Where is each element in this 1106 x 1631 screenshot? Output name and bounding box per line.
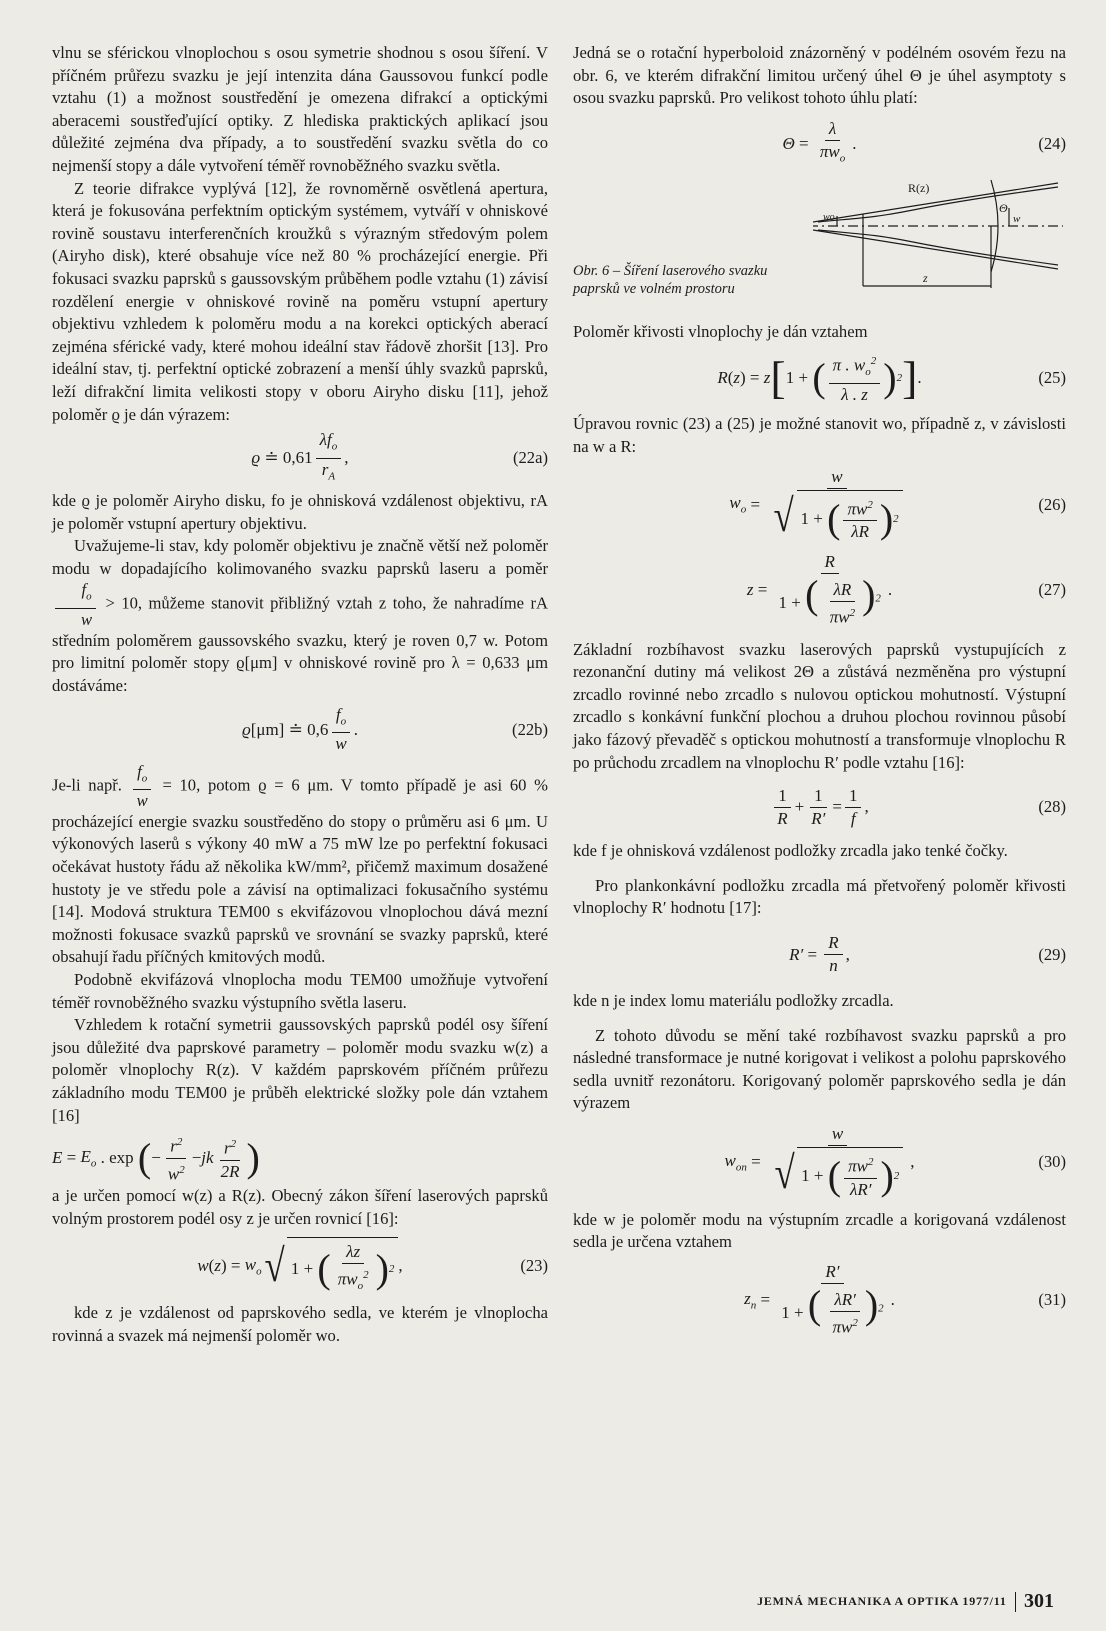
equation-number: (22b) <box>512 719 548 739</box>
paragraph: Jedná se o rotační hyperboloid znázorněný v podélném osovém řezu na obr. 6, ve kterém difrakční limitou určený úhel Θ je úhel asymptoty s osou svazku paprsků. Pro velikost tohoto úhlu platí: <box>573 43 1066 108</box>
beam-diagram <box>813 178 1066 303</box>
paragraph: Podobně ekvifázová vlnoplocha modu TEM00 umožňuje vytvoření téměř rovnoběžného svazku výstupního světla laseru. <box>52 970 548 1012</box>
equation-31: $z_n$ = R′ 1 + ( $\frac{\lambda R'}{\pi w^2}$ )$^2$ . (31) <box>744 1262 1066 1338</box>
paragraph: Úpravou rovnic (23) a (25) je možné stanovit wo, případně z, v závislosti na w a R: <box>573 414 1066 456</box>
equation-number: (22a) <box>512 448 548 468</box>
equation-30: $w_{on}$ = w √ 1 + ( $\frac{\pi w^2}{\lambda R'}$ ) 2 , (30) <box>724 1124 1066 1199</box>
equation-number: (29) <box>1038 944 1066 964</box>
paragraph-text: > 10, můžeme stanovit přibližný vztah z toho, že nahradíme rA středním poloměrem gaussovského svazku, který je roven 0,7 w. Potom pro limitní poloměr stopy ϱ[μm] v ohniskové rovině pro λ = 0,633 μm dostáváme: <box>52 593 548 695</box>
equation-25: R ( z ) = z [ 1 + ( $\frac{\pi . w_o^2}{\lambda . z}$ ) 2 ] . (25) <box>717 352 1066 405</box>
equation-number: (31) <box>1038 1290 1066 1310</box>
paragraph: Uvažujeme-li stav, kdy poloměr objektivu je značně větší než poloměr modu w dopadajícího kolimovaného svazku paprsků laseru a poměr $\frac{f_o}{w}$ > 10, můžeme stanovit přibližný vztah z toho, že nahradíme rA středním poloměrem gaussovského svazku, který je roven 0,7 w. Potom pro limitní poloměr stopy ϱ[μm] v ohniskové rovině pro λ = 0,633 μm dostáváme: <box>52 536 548 695</box>
equation-27: z = R 1 + ( $\frac{\lambda R}{\pi w^2}$ )$^2$ . (27) <box>746 551 1066 627</box>
equation-number: (25) <box>1038 368 1066 388</box>
page-footer <box>757 1590 1054 1613</box>
paragraph: kde z je vzdálenost od paprskového sedla, ve kterém je vlnoplocha rovinná a svazek má nejmenší poloměr wo. <box>52 1303 548 1345</box>
equation-number: (24) <box>1038 133 1066 153</box>
paragraph: Je-li např. $\frac{f_o}{w}$ = 10, potom ϱ = 6 μm. V tomto případě je asi 60 % procházející energie svazku soustředěno do stopy o průměru asi 6 μm. U výkonových laserů s výkony 40 mW a 75 mW lze po perfektní fokusaci očekávat hustoty řádu až několika kW/mm², přičemž maximum dosažené hustoty je ve středu pole a závisí na optimalizaci fokusačního systému [14]. Modová struktura TEM00 s ekvifázovou vlnoplochou dává mezní možnosti fokusace svazků paprsků ve srovnání se svazky paprsků, které obsahují řadu příčných kmitových modů. <box>52 761 548 967</box>
paragraph: kde ϱ je poloměr Airyho disku, fo je ohnisková vzdálenost objektivu, rA je poloměr vstupní apertury objektivu. <box>52 491 548 533</box>
label-z: z <box>923 270 928 285</box>
equation-23: w ( z ) = $w_o$ √ 1 + ( $\frac{\lambda z}{\pi w_o^2}$ ) 2 , (23) <box>52 1236 548 1296</box>
paragraph-text: Je-li např. <box>52 775 122 795</box>
paragraph: kde n je index lomu materiálu podložky zrcadla. <box>573 990 894 1010</box>
equation-number: (30) <box>1038 1151 1066 1171</box>
label-R: R(z) <box>908 180 930 195</box>
journal-name: JEMNÁ MECHANIKA A OPTIKA 1977/11 <box>757 1594 1007 1608</box>
figure-caption: Obr. 6 – Šíření laserového svazku paprsků ve volném prostoru <box>573 262 768 297</box>
equation-22a: ϱ ≐ 0,61 $\frac{\lambda f_o}{r_A}$ , (22a) <box>251 430 548 482</box>
equation-number: (28) <box>1038 797 1066 817</box>
paragraph: Vzhledem k rotační symetrii gaussovských paprsků podél osy šíření jsou důležité dva paprskové parametry – poloměr modu svazku w(z) a poloměr vlnoplochy R(z). V každém paprskovém příčném průřezu základního modu TEM00 je průběh elektrické složky pole dán vztahem [16] <box>52 1015 548 1125</box>
equation-number: (23) <box>520 1256 548 1276</box>
equation-number: (26) <box>1038 494 1066 514</box>
left-column <box>52 42 548 1348</box>
paragraph: vlnu se sférickou vlnoplochou s osou symetrie shodnou s osou šíření. V příčném průřezu svazku je její intenzita dána Gaussovou funkcí podle vztahu (1) a možnost soustředění je omezena difrakcí a optickými aberacemi soustřeďující optiky. Z hlediska praktických aplikací jsou důležité zejména dva případy, a to soustředění svazku světla do co nejmenší stopy a dále vytvoření téměř rovnoběžného svazku světla. <box>52 43 548 175</box>
paragraph: Poloměr křivosti vlnoplochy je dán vztahem <box>573 321 868 341</box>
paragraph: a je určen pomocí w(z) a R(z). Obecný zákon šíření laserových paprsků volným prostorem podél osy z je určen rovnicí [16]: <box>52 1186 548 1228</box>
label-w: w <box>1013 212 1021 225</box>
footer-divider <box>1015 1592 1016 1612</box>
paragraph: kde f je ohnisková vzdálenost podložky zrcadla jako tenké čočky. <box>573 841 1008 861</box>
paragraph-text: = 10, potom ϱ = 6 μm. V tomto případě je asi 60 % procházející energie svazku soustředěno do stopy o průměru asi 6 μm. U výkonových laserů s výkony 40 mW a 75 mW lze po perfektní fokusaci očekávat hustoty řádu až několika kW/mm², přičemž maximum dosažené hustoty je ve středu pole a závisí na optimalizaci fokusačního systému [14]. Modová struktura TEM00 s ekvifázovou vlnoplochou dává mezní možnosti fokusace svazků paprsků ve srovnání se svazky paprsků, které obsahují řadu příčných kmitových modů. <box>52 775 548 967</box>
label-theta: Θ <box>999 200 1008 215</box>
equation-28: $\frac{1}{R}$ + $\frac{1}{R'}$ = $\frac{1}{f}$ , (28) <box>573 780 1066 834</box>
paragraph: Z teorie difrakce vyplývá [12], že rovnoměrně osvětlená apertura, která je fokusována perfektním optickým systémem, vytváří v ohniskové rovině soustavu interferenčních kroužků s výrazným středovým polem (Airyho disk), které obsahuje více než 80 % procházející energie. Při fokusaci svazku paprsků s gaussovským průběhem podle vztahu (1) závisí rozdělení energie v ohniskové rovině na poměru vstupní apertury objektivu vzhledem k poloměru modu a na korekci optických aberací zejména sférické vady, které mohou ideální stav řádově zhoršit [13]. Pro ideální stav, tj. perfektní optické zobrazení a menší úhly svazků paprsků, leží difrakční limita velikosti stopy v oboru Airyho disku [11], jehož poloměr ϱ je dán výrazem: <box>52 178 548 424</box>
equation-26: $w_o$ = w √ 1 + ( $\frac{\pi w^2}{\lambda R}$ ) 2 (26) <box>729 466 1066 542</box>
paragraph: Pro plankonkávní podložku zrcadla má přetvořený poloměr křivosti vlnoplochy R′ hodnotu [17]: <box>573 875 1066 918</box>
equation-E: E = $E_o$ . exp ( − $\frac{r^2}{w^2}$ − jk $\frac{r^2}{2R}$ ) <box>52 1133 548 1183</box>
paragraph: Základní rozbíhavost svazku laserových paprsků vystupujících z rezonanční dutiny má velikost 2Θ a zůstává nezměněna pro výstupní zrcadlo rovinné nebo zrcadlo s nulovou optickou mohutností. Výstupní zrcadlo s konkávní funkční plochou a druhou plochou rovinnou působí jako fázový převaděč s optickou mohutností a transformuje vlnoplochu R po průchodu zrcadlem na vlnoplochu R′ podle vztahu [16]: <box>573 639 1066 772</box>
right-column <box>573 42 1066 1346</box>
page-number: 301 <box>1024 1590 1054 1612</box>
equation-29: R′ = $\frac{R}{n}$ , (29) <box>789 933 1066 976</box>
paragraph-text: Uvažujeme-li stav, kdy poloměr objektivu je značně větší než poloměr modu w dopadajícího kolimovaného svazku paprsků laseru a poměr <box>52 536 548 578</box>
equation-22b: ϱ [μm] ≐ 0,6 $\frac{f_o}{w}$ . (22b) <box>242 704 548 754</box>
equation-24: Θ = $\frac{\lambda}{\pi w_o}$ . (24) <box>782 119 1066 165</box>
paragraph: Z tohoto důvodu se mění také rozbíhavost svazku paprsků a pro následné transformace je nutné korigovat i velikost a polohu paprskového sedla uvnitř rezonátoru. Korigovaný poloměr paprskového sedla je dán výrazem <box>573 1025 1066 1113</box>
label-wo: wo <box>823 211 835 223</box>
paragraph: kde w je poloměr modu na výstupním zrcadle a korigovaná vzdálenost sedla je určena vztahem <box>573 1209 1066 1252</box>
figure-6 <box>573 178 1066 303</box>
equation-number: (27) <box>1038 579 1066 599</box>
